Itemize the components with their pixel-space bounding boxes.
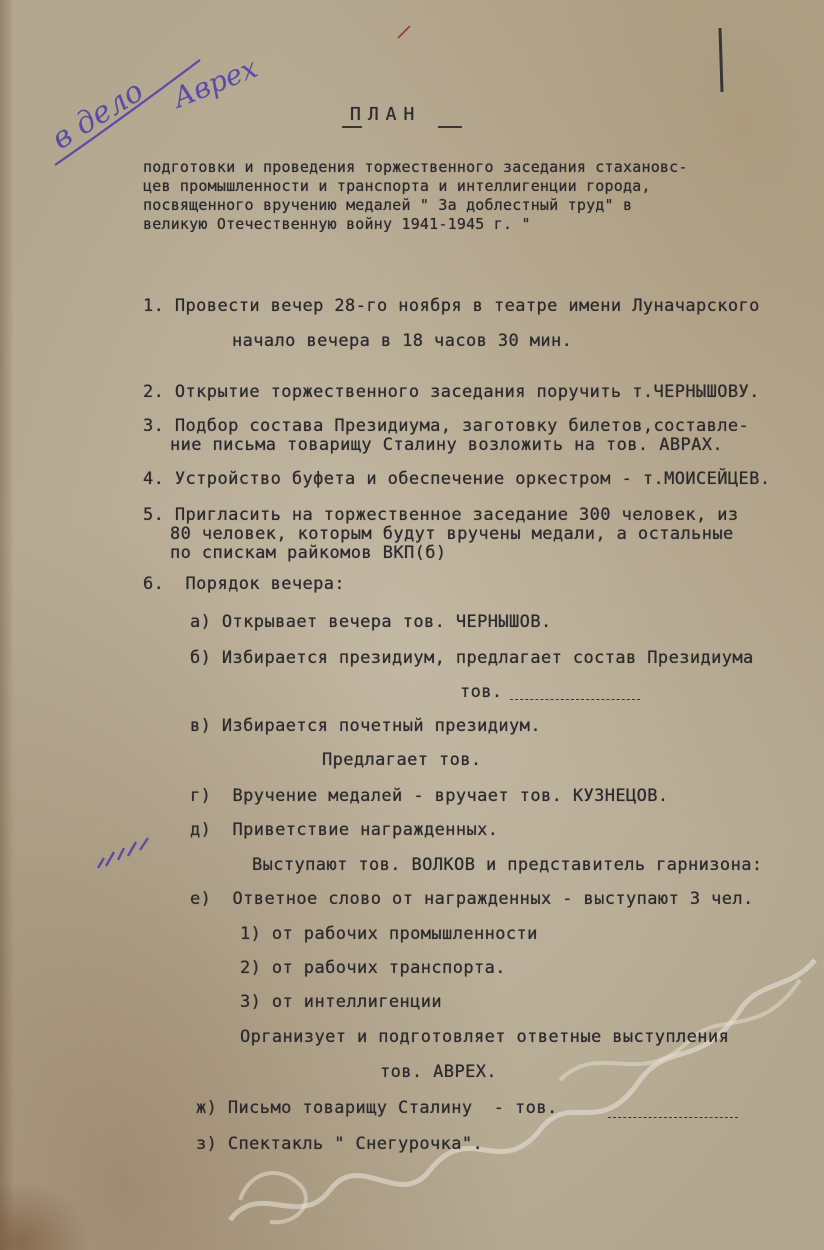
item-5-line-3: по спискам райкомов ВКП(б): [170, 543, 447, 563]
blank-line-letter: [608, 1116, 738, 1118]
sub-item-v-tov: Предлагает тов.: [322, 750, 482, 770]
red-tick-mark: [398, 26, 410, 38]
item-6-heading: 6. Порядок вечера:: [143, 574, 346, 594]
item-3-line-2: ние письма товарищу Сталину возложить на тов. АВРАХ.: [170, 435, 724, 455]
sub-item-a: а) Открывает вечера тов. ЧЕРНЫШОВ.: [190, 612, 552, 632]
sub-item-b-tov: тов.: [460, 682, 503, 702]
intro-line-4: великую Отечественную войну 1941-1945 г. ": [143, 215, 531, 233]
title-rule-right: [438, 126, 462, 128]
intro-line-3: посвященного вручению медалей " За доблестный труд" в: [143, 196, 633, 214]
item-5-line-2: 80 человек, которым будут вручены медали, а остальные: [170, 524, 734, 544]
blank-line-presidium: [510, 698, 640, 700]
sub-item-e: е) Ответное слово от награжденных - выступают 3 чел.: [190, 889, 754, 909]
sub-item-d-speakers: Выступают тов. ВОЛКОВ и представитель гарнизона:: [252, 855, 763, 875]
document-title: ПЛАН: [350, 104, 422, 125]
sub-item-organizer: Организует и подготовляет ответные выступления: [240, 1027, 730, 1047]
sub-item-z: з) Спектакль " Снегурочка".: [196, 1134, 484, 1154]
pencil-tick-marks: [98, 838, 148, 868]
handwritten-signature: Аврех: [168, 51, 263, 115]
sub-item-zh: ж) Письмо товарищу Сталину - тов.: [196, 1098, 558, 1118]
sub-item-e-2: 2) от рабочих транспорта.: [240, 958, 506, 978]
sub-item-e-3: 3) от интеллигенции: [240, 992, 443, 1012]
intro-line-1: подготовки и проведения торжественного заседания стахановс-: [143, 158, 688, 176]
item-5-line-1: 5. Пригласить на торжественное заседание 300 человек, из: [143, 505, 739, 525]
item-3-line-1: 3. Подбор состава Президиума, заготовку билетов,составле-: [143, 416, 750, 436]
sub-item-b: б) Избирается президиум, предлагает состав Президиума: [190, 648, 754, 668]
archive-stamp-loop: [240, 1173, 306, 1222]
sub-item-d: д) Приветствие награжденных.: [190, 820, 499, 840]
handwritten-file-note: в дело: [45, 73, 150, 157]
sub-item-e-1: 1) от рабочих промышленности: [240, 924, 538, 944]
item-1-line-2: начало вечера в 18 часов 30 мин.: [232, 331, 573, 351]
margin-pencil-mark: [720, 28, 722, 92]
sub-item-organizer-tov: тов. АВРЕХ.: [380, 1062, 497, 1082]
intro-line-2: цев промышленности и транспорта и интеллигенции города,: [143, 177, 651, 195]
item-1-line-1: 1. Провести вечер 28-го ноября в театре имени Луначарского: [143, 296, 760, 316]
sub-item-g: г) Вручение медалей - вручает тов. КУЗНЕЦОВ.: [190, 786, 669, 806]
sub-item-v: в) Избирается почетный президиум.: [190, 716, 541, 736]
title-rule-left: [342, 126, 362, 128]
item-2: 2. Открытие торжественного заседания поручить т.ЧЕРНЫШОВУ.: [143, 382, 760, 402]
item-4: 4. Устройство буфета и обеспечение оркестром - т.МОИСЕЙЦЕВ.: [143, 469, 771, 489]
